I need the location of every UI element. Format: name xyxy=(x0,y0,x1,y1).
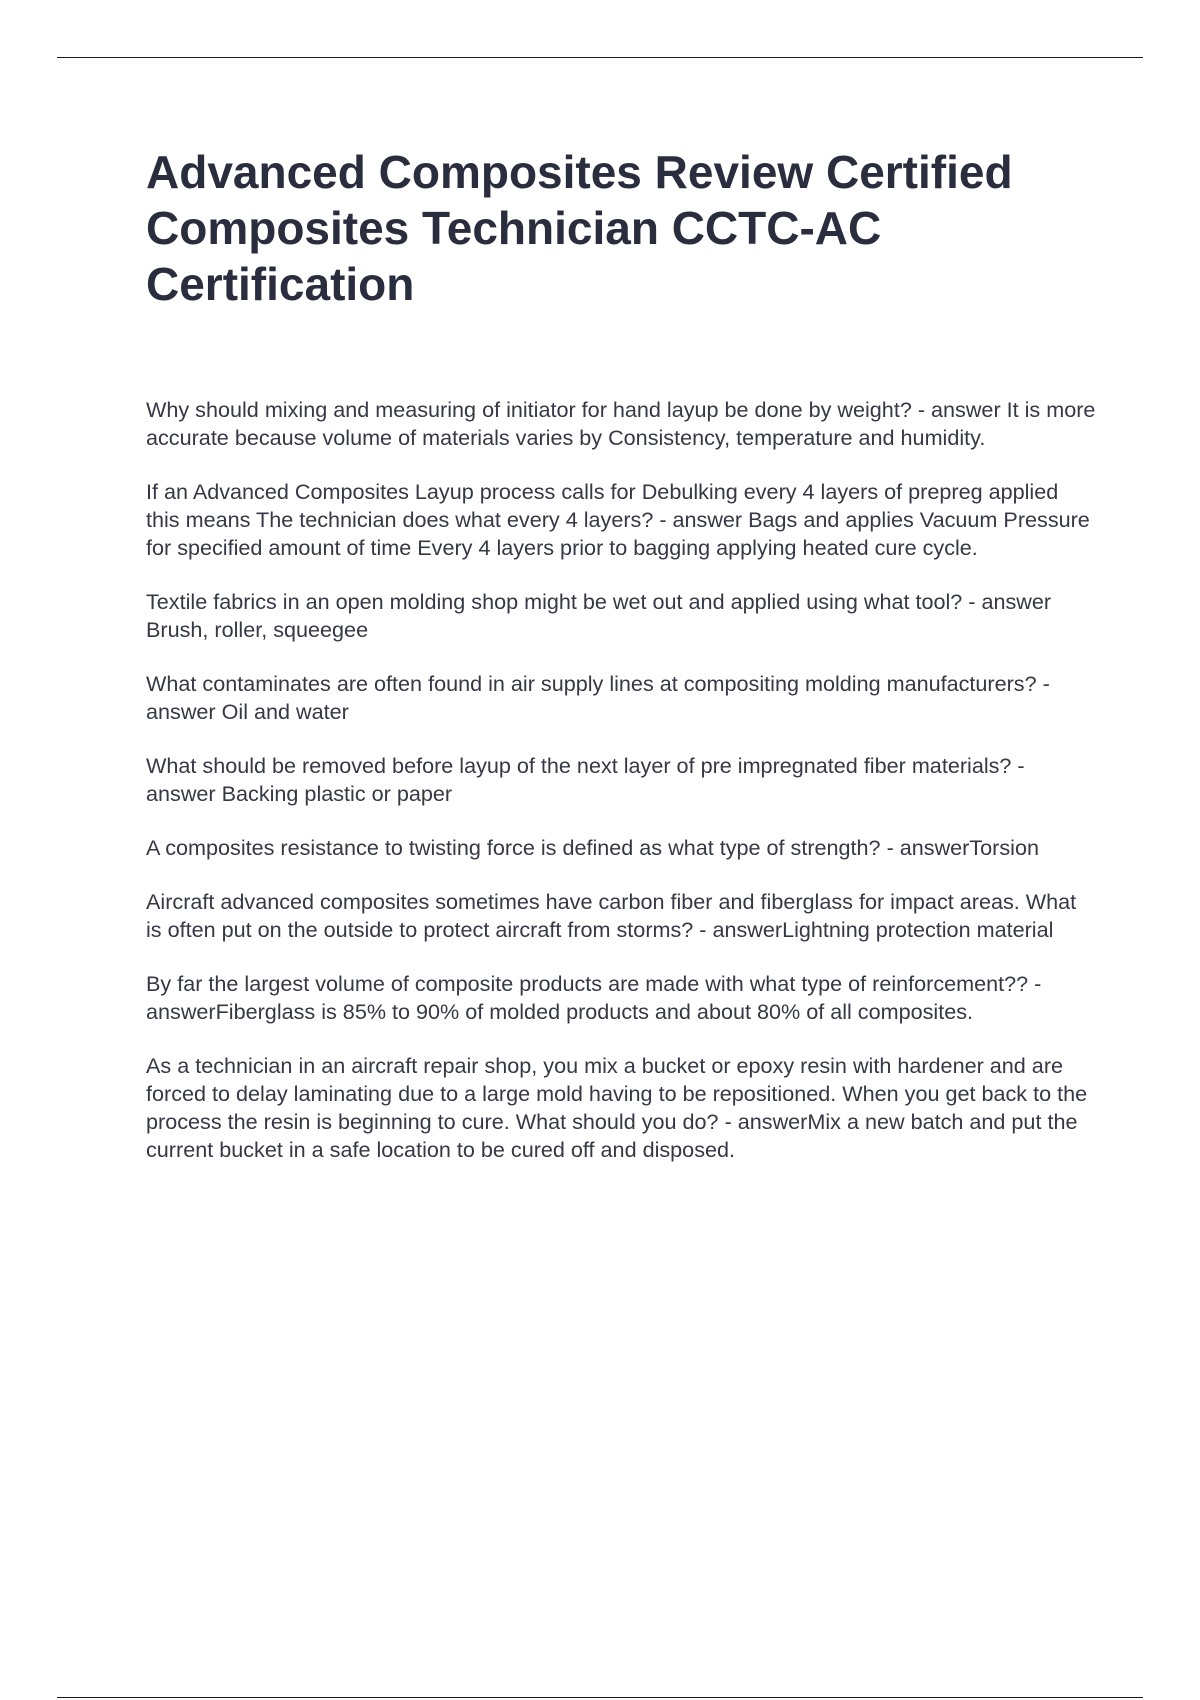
document-title: Advanced Composites Review Certified Composites Technician CCTC-AC Certification xyxy=(146,146,1013,310)
qa-item: If an Advanced Composites Layup process calls for Debulking every 4 layers of prepreg applied this means The technician does what every 4 layers? - answer Bags and applies Vacuum Pressure for specified amount of time Every 4 layers prior to bagging applying heated cure cycle. xyxy=(146,479,1090,560)
qa-item: What contaminates are often found in air supply lines at compositing molding manufacturers? - answer Oil and water xyxy=(146,671,1050,724)
qa-item: Why should mixing and measuring of initiator for hand layup be done by weight? - answer It is more accurate because volume of materials varies by Consistency, temperature and humidity. xyxy=(146,397,1096,450)
qa-item: What should be removed before layup of the next layer of pre impregnated fiber materials? - answer Backing plastic or paper xyxy=(146,753,1025,806)
top-divider xyxy=(57,57,1143,58)
qa-item: Textile fabrics in an open molding shop might be wet out and applied using what tool? - answer Brush, roller, squeegee xyxy=(146,589,1052,642)
qa-list xyxy=(146,396,1096,1190)
qa-item: By far the largest volume of composite products are made with what type of reinforcement?? - answerFiberglass is 85% to 90% of molded products and about 80% of all composites. xyxy=(146,971,1042,1024)
bottom-divider xyxy=(57,1697,1143,1698)
qa-item: A composites resistance to twisting force is defined as what type of strength? - answerTorsion xyxy=(146,835,1039,860)
qa-item: Aircraft advanced composites sometimes have carbon fiber and fiberglass for impact areas. What is often put on the outside to protect aircraft from storms? - answerLightning protection material xyxy=(146,889,1077,942)
qa-item: As a technician in an aircraft repair shop, you mix a bucket or epoxy resin with hardener and are forced to delay laminating due to a large mold having to be repositioned. When you get back to the process the resin is beginning to cure. What should you do? - answerMix a new batch and put the current bucket in a safe location to be cured off and disposed. xyxy=(146,1053,1088,1162)
